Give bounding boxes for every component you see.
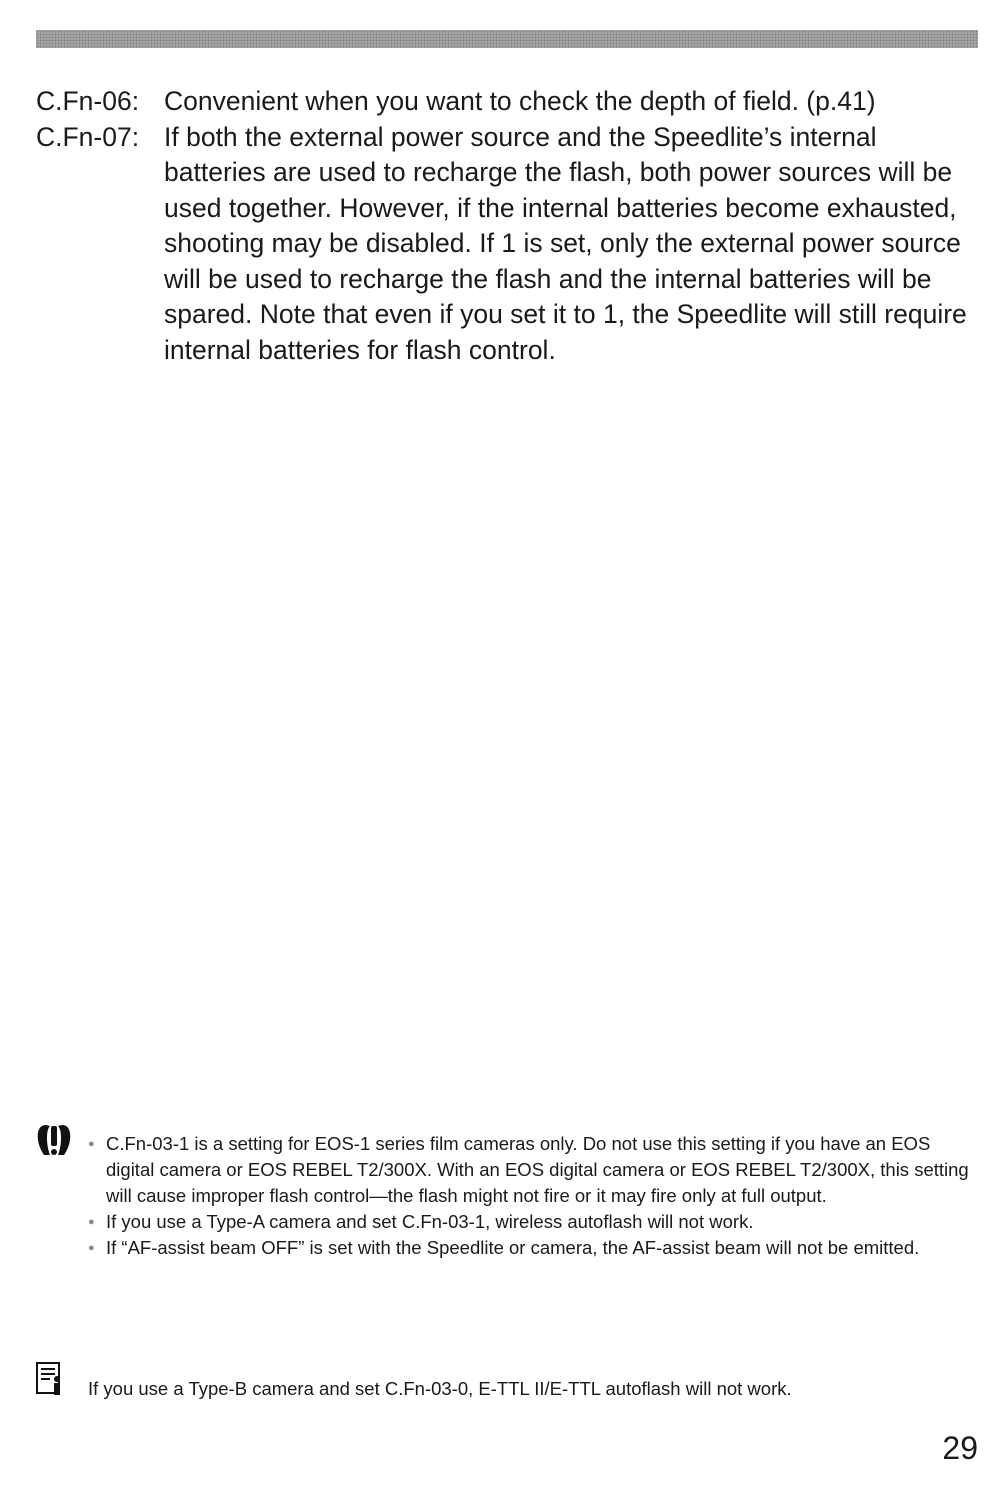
page-number: 29 [942,1430,978,1466]
list-item [88,1209,980,1235]
caution-icon [36,1122,72,1158]
cfn-label: C.Fn-07: [36,121,140,152]
custom-function-list [36,84,980,368]
caution-text: C.Fn-03-1 is a setting for EOS-1 series film cameras only. Do not use this setting if you have an EOS digital camera or EOS REBEL T2/300X. With an EOS digital camera or EOS REBEL T2/300X, this setting will cause improper flash control—the flash might not fire or it may fire only at full output. [106,1133,969,1206]
note-text: If you use a Type-B camera and set C.Fn-03-0, E-TTL II/E-TTL autoflash will not work. [88,1378,792,1399]
cfn-item [36,84,980,120]
note-icon [36,1362,66,1396]
list-item [88,1235,980,1261]
caution-text: If “AF-assist beam OFF” is set with the Speedlite or camera, the AF-assist beam will not be emitted. [106,1237,920,1258]
header-pattern-bar [36,30,978,48]
caution-list [88,1131,980,1261]
cfn-item [36,120,980,369]
bullet-icon: ● [88,1242,95,1254]
cfn-description: Convenient when you want to check the depth of field. (p.41) [164,86,876,116]
bullet-icon: ● [88,1138,95,1150]
list-item [88,1131,980,1209]
cfn-label: C.Fn-06: [36,86,140,116]
caution-text: If you use a Type-A camera and set C.Fn-03-1, wireless autoflash will not work. [106,1211,754,1232]
cfn-description: If both the external power source and the Speedlite’s internal batteries are used to recharge the flash, both power sources will be used together. However, if the internal batteries become exhausted, shooting may be disabled. If 1 is set, only the external power source will be used to recharge the flash and the internal batteries will be spared. Note that even if you set it to 1, the Speedlite will still require internal batteries for flash control. [164,121,967,365]
bullet-icon: ● [88,1216,95,1228]
